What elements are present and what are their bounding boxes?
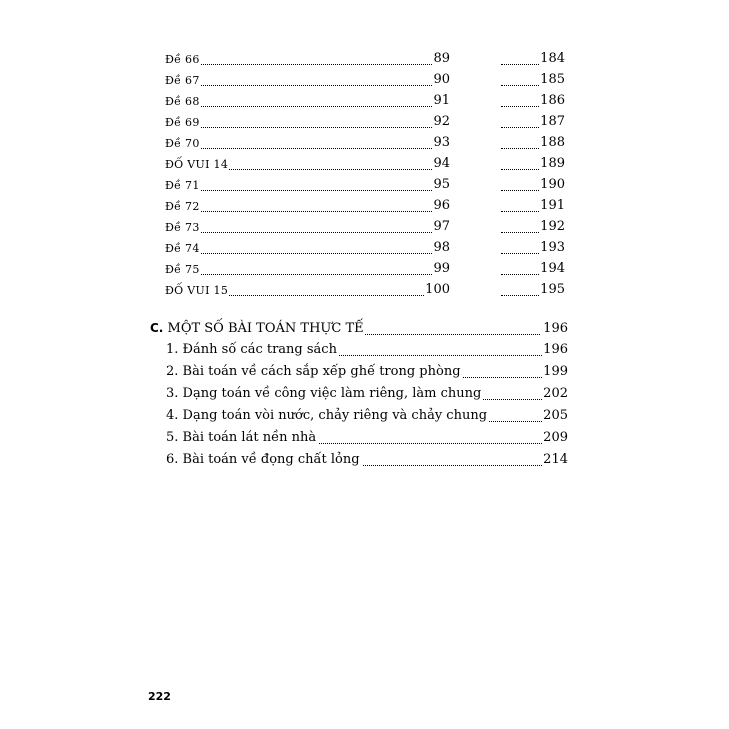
toc-label: Đề 74 [165, 242, 200, 255]
section-page: 196 [543, 321, 568, 336]
toc-page-problems: 97 [433, 219, 450, 234]
dot-leader [165, 264, 450, 275]
dot-leader [501, 96, 539, 107]
section-item [166, 428, 568, 450]
section-item-text: 3. Dạng toán về công việc làm riêng, làm chung [166, 386, 482, 401]
toc-page-problems: 90 [433, 72, 450, 87]
dot-leader [165, 243, 450, 254]
toc-row [165, 92, 565, 113]
section-item-page: 214 [543, 452, 568, 467]
dot-leader [501, 54, 539, 65]
section-item-page: 199 [543, 364, 568, 379]
section-title [150, 321, 364, 336]
toc-page-answers: 188 [540, 135, 565, 150]
dot-leader [165, 54, 450, 65]
section-item-text: 6. Bài toán về đọng chất lỏng [166, 452, 360, 467]
toc-label: Đề 68 [165, 95, 200, 108]
toc-page-answers: 193 [540, 240, 565, 255]
dot-leader [501, 222, 539, 233]
toc-page-answers: 194 [540, 261, 565, 276]
toc-row [165, 113, 565, 134]
section-heading [150, 320, 568, 340]
toc-page-problems: 96 [433, 198, 450, 213]
dot-leader [501, 180, 539, 191]
section-item [166, 340, 568, 362]
dot-leader [165, 138, 450, 149]
toc-page-problems: 98 [433, 240, 450, 255]
toc-page-problems: 93 [433, 135, 450, 150]
toc-label: ĐỐ VUI 14 [165, 158, 229, 171]
toc-page-answers: 184 [540, 51, 565, 66]
toc-page-problems: 100 [425, 282, 450, 297]
toc-page-answers: 187 [540, 114, 565, 129]
toc-page-answers: 189 [540, 156, 565, 171]
toc-label: Đề 71 [165, 179, 200, 192]
section-item [166, 384, 568, 406]
toc-label: Đề 66 [165, 53, 200, 66]
toc-label: Đề 73 [165, 221, 200, 234]
toc-row [165, 197, 565, 218]
section-item-page: 209 [543, 430, 568, 445]
section-item [166, 362, 568, 384]
dot-leader [501, 117, 539, 128]
section-item-page: 196 [543, 342, 568, 357]
dot-leader [165, 222, 450, 233]
toc-page-answers: 190 [540, 177, 565, 192]
toc-page-problems: 94 [433, 156, 450, 171]
toc-row [165, 134, 565, 155]
toc-page-problems: 92 [433, 114, 450, 129]
toc-row [165, 281, 565, 302]
page-number: 222 [148, 690, 171, 703]
dot-leader [501, 75, 539, 86]
dot-leader [501, 201, 539, 212]
section-letter: C. [150, 321, 164, 335]
toc-label: Đề 75 [165, 263, 200, 276]
section-item-page: 202 [543, 386, 568, 401]
toc-list [165, 50, 565, 302]
section-c [150, 320, 568, 472]
dot-leader [501, 285, 539, 296]
dot-leader [165, 96, 450, 107]
dot-leader [501, 159, 539, 170]
dot-leader [501, 243, 539, 254]
toc-page-answers: 195 [540, 282, 565, 297]
toc-label: Đề 72 [165, 200, 200, 213]
section-title-text: MỘT SỐ BÀI TOÁN THỰC TẾ [163, 321, 364, 336]
dot-leader [165, 117, 450, 128]
toc-page-answers: 192 [540, 219, 565, 234]
toc-page-problems: 95 [433, 177, 450, 192]
dot-leader [501, 264, 539, 275]
toc-row [165, 155, 565, 176]
toc-row [165, 176, 565, 197]
toc-page-answers: 186 [540, 93, 565, 108]
dot-leader [165, 75, 450, 86]
toc-label: ĐỐ VUI 15 [165, 284, 229, 297]
toc-row [165, 239, 565, 260]
section-item-text: 5. Bài toán lát nền nhà [166, 430, 317, 445]
section-item-text: 2. Bài toán về cách sắp xếp ghế trong phòng [166, 364, 461, 379]
toc-page-answers: 185 [540, 72, 565, 87]
toc-label: Đề 69 [165, 116, 200, 129]
toc-label: Đề 67 [165, 74, 200, 87]
toc-label: Đề 70 [165, 137, 200, 150]
section-item-text: 4. Dạng toán vòi nước, chảy riêng và chảy chung [166, 408, 488, 423]
toc-page-problems: 99 [433, 261, 450, 276]
section-item [166, 406, 568, 428]
toc-row [165, 260, 565, 281]
section-item-page: 205 [543, 408, 568, 423]
toc-page-problems: 91 [433, 93, 450, 108]
section-item-text: 1. Đánh số các trang sách [166, 342, 337, 357]
toc-row [165, 50, 565, 71]
dot-leader [501, 138, 539, 149]
dot-leader [165, 201, 450, 212]
dot-leader [165, 180, 450, 191]
toc-row [165, 71, 565, 92]
section-item [166, 450, 568, 472]
toc-row [165, 218, 565, 239]
toc-page-problems: 89 [433, 51, 450, 66]
toc-page-answers: 191 [540, 198, 565, 213]
